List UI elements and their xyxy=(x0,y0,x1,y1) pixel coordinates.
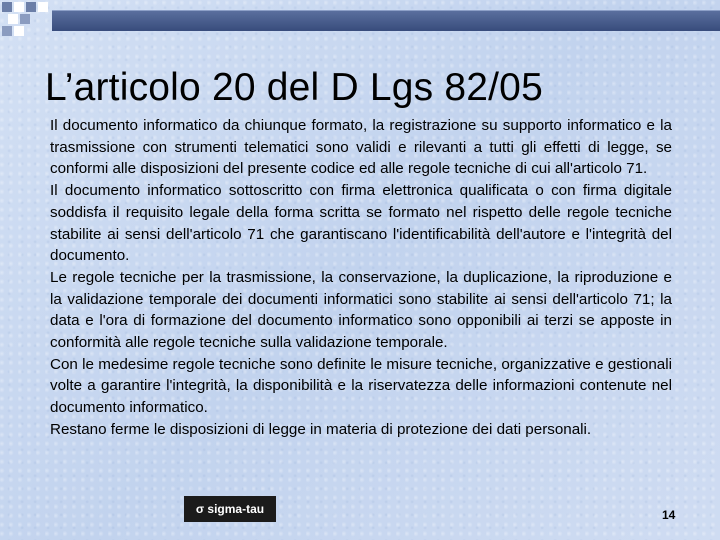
top-rule-bar xyxy=(52,10,720,31)
slide-body xyxy=(50,115,672,441)
paragraph-1: Il documento informatico da chiunque formato, la registrazione su supporto informatico e la trasmissione con strumenti telematici sono validi e rilevanti a tutti gli effetti di legge, se conformi alle disposizioni del presente codice ed alle regole tecniche di cui all'articolo 71. xyxy=(50,117,672,178)
paragraph-5: Restano ferme le disposizioni di legge in materia di protezione dei dati personali. xyxy=(50,420,592,438)
corner-squares-decoration xyxy=(0,0,60,40)
paragraph-4: Con le medesime regole tecniche sono definite le misure tecniche, organizzative e gestionali volte a garantire l'integrità, la disponibilità e la riservatezza delle informazioni contenute nel documento informatico. xyxy=(50,355,672,417)
slide-title: L’articolo 20 del D Lgs 82/05 xyxy=(45,66,543,109)
page-number: 14 xyxy=(662,508,676,522)
paragraph-2: Il documento informatico sottoscritto con firma elettronica qualificata o con firma digitale soddisfa il requisito legale della forma scritta se formato nel rispetto delle regole tecniche stabilite ai sensi dell'articolo 71 che garantiscano l'identificabilità dell'autore e l'integrità del documento. xyxy=(50,182,672,265)
sigma-tau-logo: σ sigma-tau xyxy=(184,496,276,522)
paragraph-3: Le regole tecniche per la trasmissione, la conservazione, la duplicazione, la riproduzione e la validazione temporale dei documenti informatici sono stabilite ai sensi dell'articolo 71; la data e l'ora di formazione del documento informatico sono opponibili ai terzi se apposte in conformità alle regole tecniche sulla validazione temporale. xyxy=(50,268,672,352)
